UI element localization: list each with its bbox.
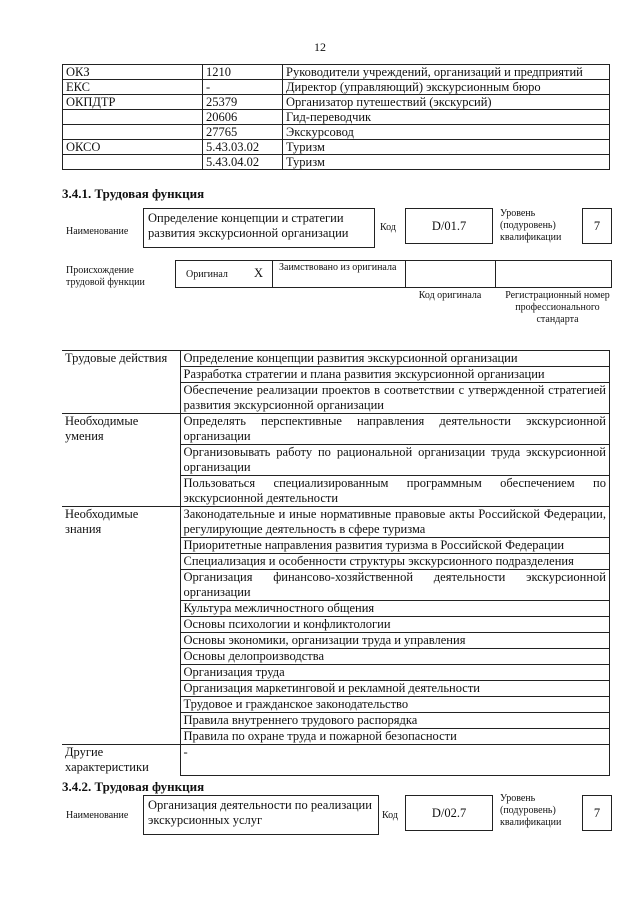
classifier-name: ОКСО (63, 140, 203, 155)
tf1-level: 7 (582, 208, 612, 244)
tf2-heading: 3.4.2. Трудовая функция (62, 779, 205, 794)
other-row (62, 745, 610, 776)
skills-item: Определять перспективные направления деятельности экскурсионной организации (180, 414, 610, 445)
tf1-heading: 3.4.1. Трудовая функция (62, 186, 205, 201)
classifier-code: - (203, 80, 283, 95)
knowledge-item: Правила внутреннего трудового распорядка (180, 713, 610, 729)
origin-mark: X (254, 266, 264, 280)
origin-original: Оригинал (186, 269, 228, 280)
classifier-code: 5.43.03.02 (203, 140, 283, 155)
tf1-level-label: Уровень (подуровень) квалификации (500, 208, 562, 243)
knowledge-item: Основы экономики, организации труда и управления (180, 633, 610, 649)
origin-borrowed: Заимствовано из оригинала (279, 262, 397, 273)
knowledge-item: Организация маркетинговой и рекламной деятельности (180, 681, 610, 697)
classifier-code: 20606 (203, 110, 283, 125)
knowledge-item: Основы делопроизводства (180, 649, 610, 665)
tf2-code-label: Код (382, 810, 398, 821)
function-details-table (62, 350, 610, 776)
tf2-level-label: Уровень (подуровень) квалификации (500, 793, 562, 828)
actions-label: Трудовые действия (62, 351, 180, 414)
origin-code-caption: Код оригинала (418, 290, 482, 301)
classifier-table (62, 64, 610, 170)
origin-reg-caption: Регистрационный номер профессионального стандарта (505, 290, 610, 325)
tf1-name: Определение концепции и стратегии развития экскурсионной организации (143, 208, 375, 248)
classifier-title: Экскурсовод (283, 125, 610, 140)
tf2-name-label: Наименование (66, 810, 129, 821)
actions-item: Определение концепции развития экскурсионной организации (180, 351, 610, 367)
actions-row (62, 351, 610, 367)
classifier-name: ЕКС (63, 80, 203, 95)
origin-divider (405, 261, 406, 287)
classifier-row (63, 65, 610, 80)
knowledge-item: Законодательные и иные нормативные правовые акты Российской Федерации, регулирующие деятельность в сфере туризма (180, 507, 610, 538)
classifier-title: Руководители учреждений, организаций и предприятий (283, 65, 610, 80)
origin-row (175, 260, 612, 288)
tf1-code-label: Код (380, 222, 396, 233)
page-number: 12 (314, 40, 326, 54)
knowledge-label: Необходимые знания (62, 507, 180, 745)
classifier-row (63, 155, 610, 170)
classifier-name (63, 110, 203, 125)
tf2-level: 7 (582, 795, 612, 831)
actions-item: Разработка стратегии и плана развития экскурсионной организации (180, 367, 610, 383)
other-label: Другие характеристики (62, 745, 180, 776)
classifier-row (63, 140, 610, 155)
classifier-code: 1210 (203, 65, 283, 80)
classifier-row (63, 125, 610, 140)
tf2-name: Организация деятельности по реализации экскурсионных услуг (143, 795, 379, 835)
classifier-name: ОКПДТР (63, 95, 203, 110)
classifier-row (63, 95, 610, 110)
classifier-code: 27765 (203, 125, 283, 140)
knowledge-item: Приоритетные направления развития туризма в Российской Федерации (180, 538, 610, 554)
classifier-name: ОКЗ (63, 65, 203, 80)
knowledge-item: Правила по охране труда и пожарной безопасности (180, 729, 610, 745)
skills-label: Необходимые умения (62, 414, 180, 507)
classifier-name (63, 155, 203, 170)
actions-item: Обеспечение реализации проектов в соответствии с утвержденной стратегией развития экскурсионной организации (180, 383, 610, 414)
other-value: - (180, 745, 610, 776)
origin-label: Происхождение трудовой функции (66, 265, 145, 288)
classifier-title: Туризм (283, 155, 610, 170)
tf1-name-label: Наименование (66, 226, 129, 237)
classifier-row (63, 110, 610, 125)
skills-item: Организовывать работу по рациональной организации труда экскурсионной организации (180, 445, 610, 476)
tf2-code: D/02.7 (405, 795, 493, 831)
skills-row (62, 414, 610, 445)
classifier-title: Директор (управляющий) экскурсионным бюро (283, 80, 610, 95)
classifier-title: Гид-переводчик (283, 110, 610, 125)
tf1-code: D/01.7 (405, 208, 493, 244)
classifier-name (63, 125, 203, 140)
origin-divider (495, 261, 496, 287)
knowledge-item: Трудовое и гражданское законодательство (180, 697, 610, 713)
classifier-code: 25379 (203, 95, 283, 110)
knowledge-item: Специализация и особенности структуры экскурсионного подразделения (180, 554, 610, 570)
origin-divider (272, 261, 273, 287)
knowledge-item: Организация труда (180, 665, 610, 681)
classifier-code: 5.43.04.02 (203, 155, 283, 170)
knowledge-row (62, 507, 610, 538)
knowledge-item: Основы психологии и конфликтологии (180, 617, 610, 633)
classifier-title: Туризм (283, 140, 610, 155)
skills-item: Пользоваться специализированным программным обеспечением по экскурсионной деятельности (180, 476, 610, 507)
knowledge-item: Организация финансово-хозяйственной деятельности экскурсионной организации (180, 570, 610, 601)
classifier-row (63, 80, 610, 95)
classifier-title: Организатор путешествий (экскурсий) (283, 95, 610, 110)
knowledge-item: Культура межличностного общения (180, 601, 610, 617)
